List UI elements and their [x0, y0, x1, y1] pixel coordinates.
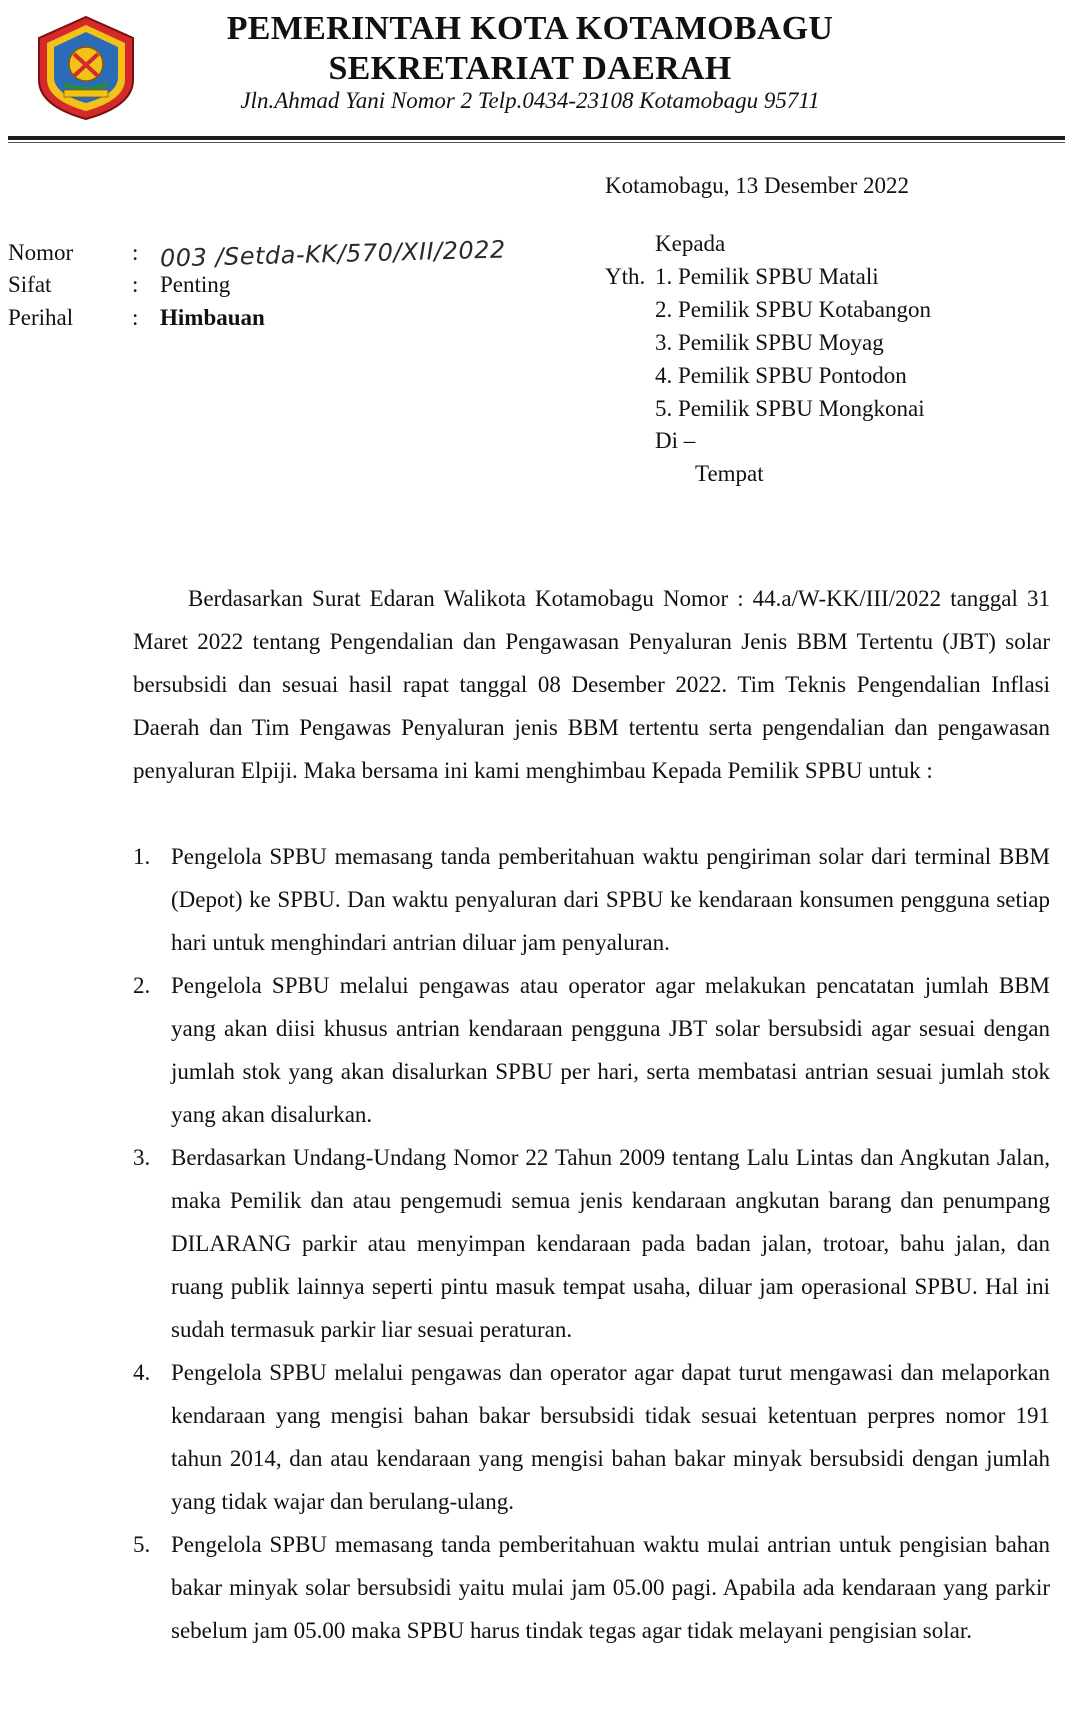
perihal-value: Himbauan — [160, 305, 265, 330]
meta-sifat — [8, 272, 230, 298]
letterhead-divider-thin — [8, 142, 1065, 143]
list-item — [133, 1523, 1050, 1652]
list-item-text: Pengelola SPBU melalui pengawas atau operator agar melakukan pencatatan jumlah BBM yang akan diisi khusus antrian kendaraan pengguna JBT solar bersubsidi agar sesuai dengan jumlah stok yang akan disalurkan SPBU per hari, serta membatasi antrian sesuai jumlah stok yang akan disalurkan. — [171, 973, 1050, 1127]
nomor-colon: : — [132, 240, 139, 265]
sifat-colon: : — [132, 272, 139, 297]
list-item-text: Pengelola SPBU memasang tanda pemberitahuan waktu pengiriman solar dari terminal BBM (Depot) ke SPBU. Dan waktu penyaluran dari SPBU ke kendaraan konsumen pengguna setiap hari untuk menghindari antrian diluar jam penyaluran. — [171, 844, 1050, 955]
perihal-colon: : — [132, 305, 139, 330]
letterhead-address: Jln.Ahmad Yani Nomor 2 Telp.0434-23108 Kotamobagu 95711 — [240, 88, 820, 113]
sifat-value: Penting — [160, 272, 231, 297]
recipient-kepada: Kepada — [655, 231, 726, 256]
instruction-list — [133, 835, 1050, 1652]
list-item-number: 1. — [133, 844, 151, 869]
list-item-number: 4. — [133, 1360, 151, 1385]
list-item-number: 2. — [133, 973, 151, 998]
list-item-text: Berdasarkan Undang-Undang Nomor 22 Tahun 2009 tentang Lalu Lintas dan Angkutan Jalan, maka Pemilik dan atau pengemudi semua jenis kendaraan angkutan barang dan penumpang DILARANG parkir atau menyimpan kendaraan pada badan jalan, trotoar, bahu jalan, dan ruang publik lainnya seperti pintu masuk tempat usaha, diluar jam operasional SPBU. Hal ini sudah termasuk parkir liar sesuai peraturan. — [171, 1145, 1050, 1342]
letterhead-divider — [8, 136, 1065, 140]
meta-perihal — [8, 305, 265, 331]
recipient-yth: Yth. — [605, 264, 646, 289]
list-item-text: Pengelola SPBU memasang tanda pemberitahuan waktu mulai antrian untuk pengisian bahan bakar minyak solar bersubsidi yaitu mulai jam 05.00 pagi. Apabila ada kendaraan yang parkir sebelum jam 05.00 maka SPBU harus tindak tegas agar tidak melayani pengisian solar. — [171, 1532, 1050, 1643]
nomor-value: 003 /Setda-KK/570/XII/2022 — [159, 235, 507, 273]
recipient-item: 2. Pemilik SPBU Kotabangon — [655, 297, 932, 322]
body-intro-paragraph: Berdasarkan Surat Edaran Walikota Kotamobagu Nomor : 44.a/W-KK/III/2022 tanggal 31 Maret 2022 tentang Pengendalian dan Pengawasan Penyaluran Jenis BBM Tertentu (JBT) solar bersubsidi dan sesuai hasil rapat tanggal 08 Desember 2022. Tim Teknis Pengendalian Inflasi Daerah dan Tim Pengawas Penyaluran jenis BBM tertentu serta pengendalian dan pengawasan penyaluran Elpiji. Maka bersama ini kami menghimbau Kepada Pemilik SPBU untuk : — [133, 586, 1050, 783]
meta-nomor — [8, 235, 507, 273]
list-item — [133, 1136, 1050, 1351]
recipient-item: 1. Pemilik SPBU Matali — [655, 264, 879, 289]
recipient-item: 4. Pemilik SPBU Pontodon — [655, 363, 907, 388]
recipient-item: 3. Pemilik SPBU Moyag — [655, 330, 884, 355]
list-item-number: 5. — [133, 1532, 151, 1557]
list-item-number: 3. — [133, 1145, 151, 1170]
recipient-di: Di – — [655, 428, 696, 453]
nomor-label: Nomor — [8, 240, 74, 265]
letterhead-title-line2: SEKRETARIAT DAERAH — [328, 50, 732, 87]
list-item — [133, 964, 1050, 1136]
letter-date: Kotamobagu, 13 Desember 2022 — [605, 173, 910, 198]
sifat-label: Sifat — [8, 272, 52, 297]
list-item-text: Pengelola SPBU melalui pengawas dan operator agar dapat turut mengawasi dan melaporkan kendaraan yang mengisi bahan bakar bersubsidi tidak sesuai ketentuan perpres nomor 191 tahun 2014, dan atau kendaraan yang mengisi bahan bakar minyak bersubsidi dengan jumlah yang tidak wajar dan berulang-ulang. — [171, 1360, 1050, 1514]
perihal-label: Perihal — [8, 305, 74, 330]
list-item — [133, 1351, 1050, 1523]
letterhead-title-line1: PEMERINTAH KOTA KOTAMOBAGU — [226, 10, 834, 47]
list-item — [133, 835, 1050, 964]
recipient-item: 5. Pemilik SPBU Mongkonai — [655, 396, 925, 421]
kotamobagu-emblem-icon — [34, 14, 138, 122]
recipient-tempat: Tempat — [695, 461, 764, 486]
